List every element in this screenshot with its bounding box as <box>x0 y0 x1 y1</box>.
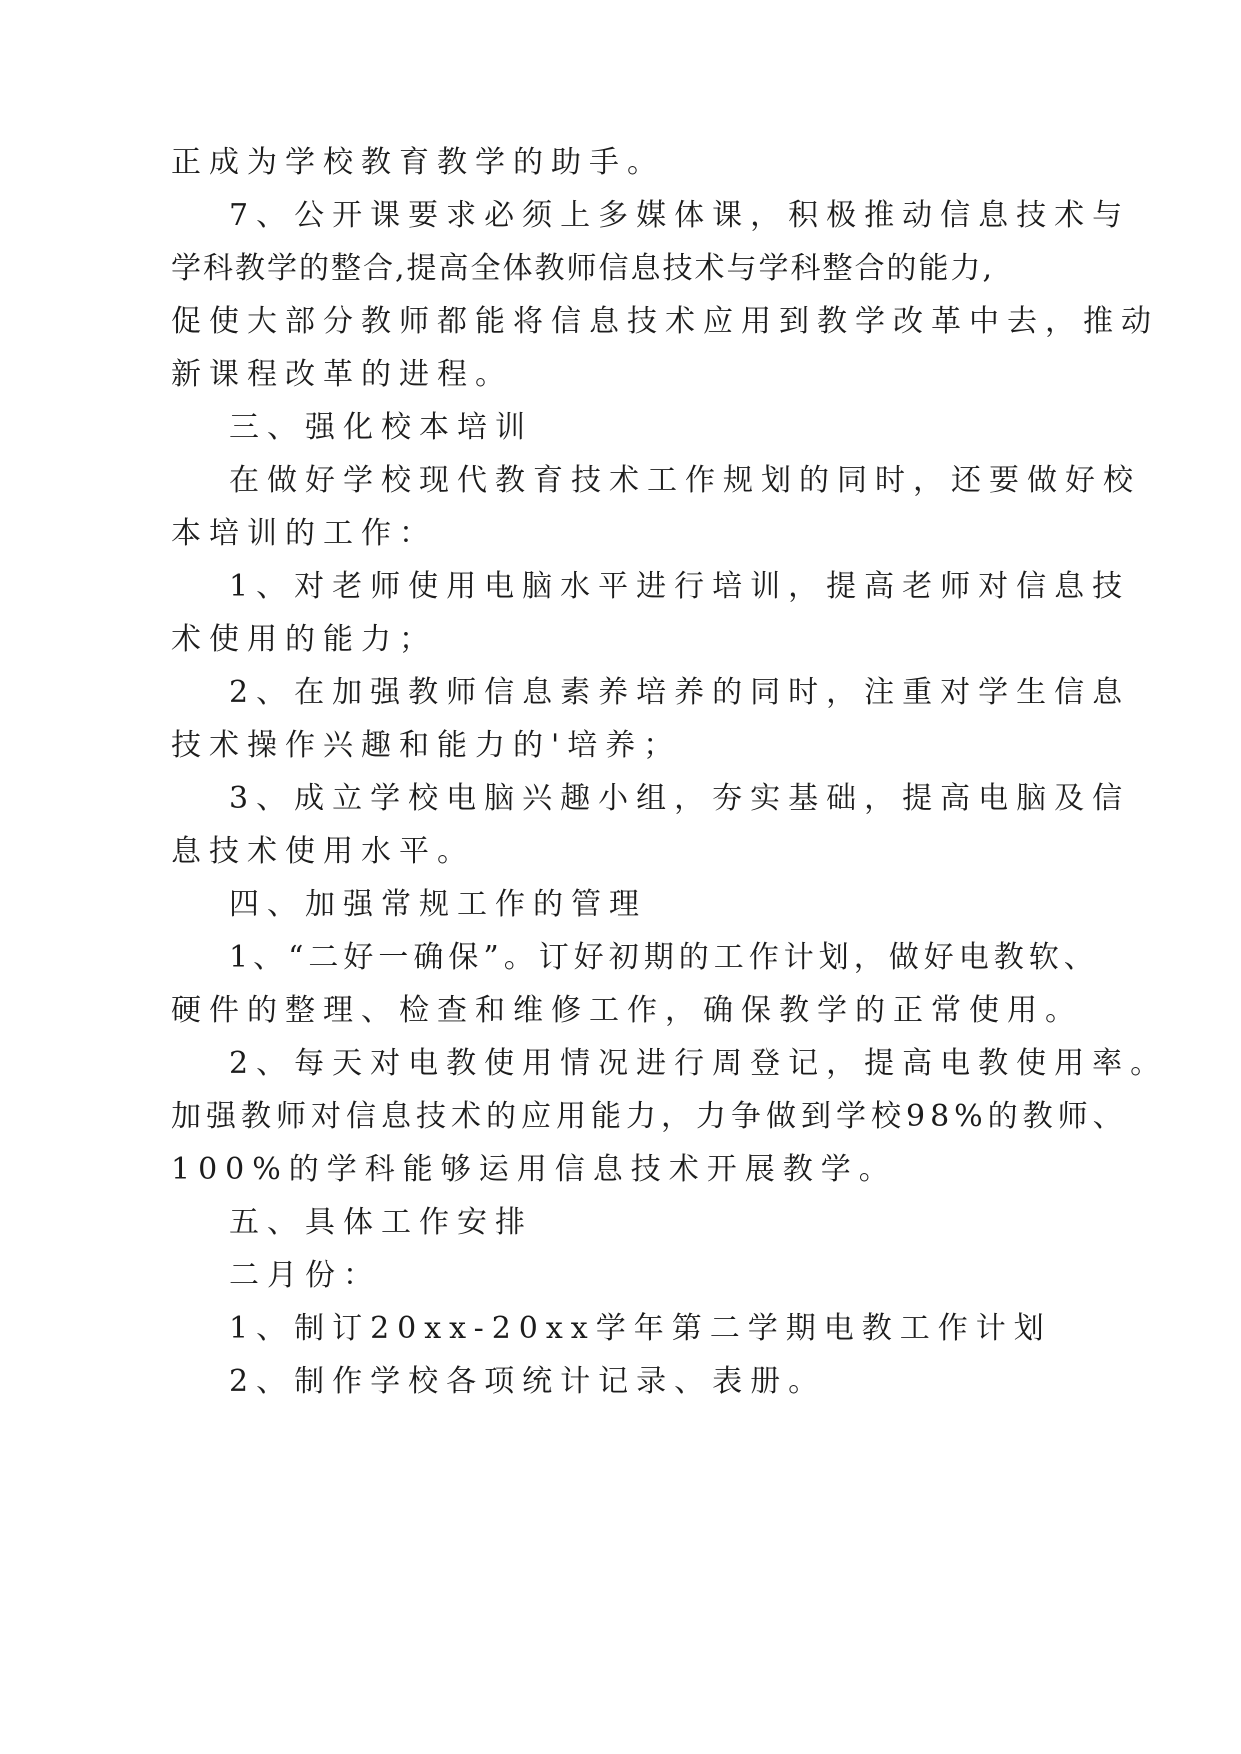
text-line-20: 100%的学科能够运用信息技术开展教学。 <box>171 1152 897 1187</box>
text-line-22: 二月份： <box>229 1258 381 1293</box>
section-heading-5: 五、具体工作安排 <box>229 1205 533 1240</box>
text-line-10: 术使用的能力； <box>171 622 437 657</box>
text-line-5: 新课程改革的进程。 <box>171 357 513 392</box>
text-line-24: 2、制作学校各项统计记录、表册。 <box>229 1364 827 1399</box>
text-line-19: 加强教师对信息技术的应用能力，力争做到学校98%的教师、 <box>171 1099 1128 1134</box>
text-line-8: 本培训的工作： <box>171 516 437 551</box>
text-line-7: 在做好学校现代教育技术工作规划的同时，还要做好校 <box>229 463 1141 498</box>
text-line-9: 1、对老师使用电脑水平进行培训，提高老师对信息技 <box>229 569 1131 604</box>
section-heading-3: 三、强化校本培训 <box>229 410 533 445</box>
text-line-13: 3、成立学校电脑兴趣小组，夯实基础，提高电脑及信 <box>229 781 1131 816</box>
text-line-17: 硬件的整理、检查和维修工作，确保教学的正常使用。 <box>171 993 1083 1028</box>
text-line-1: 正成为学校教育教学的助手。 <box>171 145 665 180</box>
text-line-16: 1、“二好一确保”。订好初期的工作计划，做好电教软、 <box>229 940 1099 975</box>
text-line-18: 2、每天对电教使用情况进行周登记，提高电教使用率。 <box>229 1046 1169 1081</box>
text-line-2: 7、公开课要求必须上多媒体课，积极推动信息技术与 <box>229 198 1131 233</box>
text-line-11: 2、在加强教师信息素养培养的同时，注重对学生信息 <box>229 675 1131 710</box>
text-line-4: 促使大部分教师都能将信息技术应用到教学改革中去，推动 <box>171 304 1159 339</box>
text-line-14: 息技术使用水平。 <box>171 834 475 869</box>
text-line-23: 1、制订20xx-20xx学年第二学期电教工作计划 <box>229 1311 1052 1346</box>
section-heading-4: 四、加强常规工作的管理 <box>229 887 647 922</box>
text-line-3: 学科教学的整合,提高全体教师信息技术与学科整合的能力, <box>171 251 995 286</box>
text-line-12: 技术操作兴趣和能力的'培养； <box>171 728 682 763</box>
